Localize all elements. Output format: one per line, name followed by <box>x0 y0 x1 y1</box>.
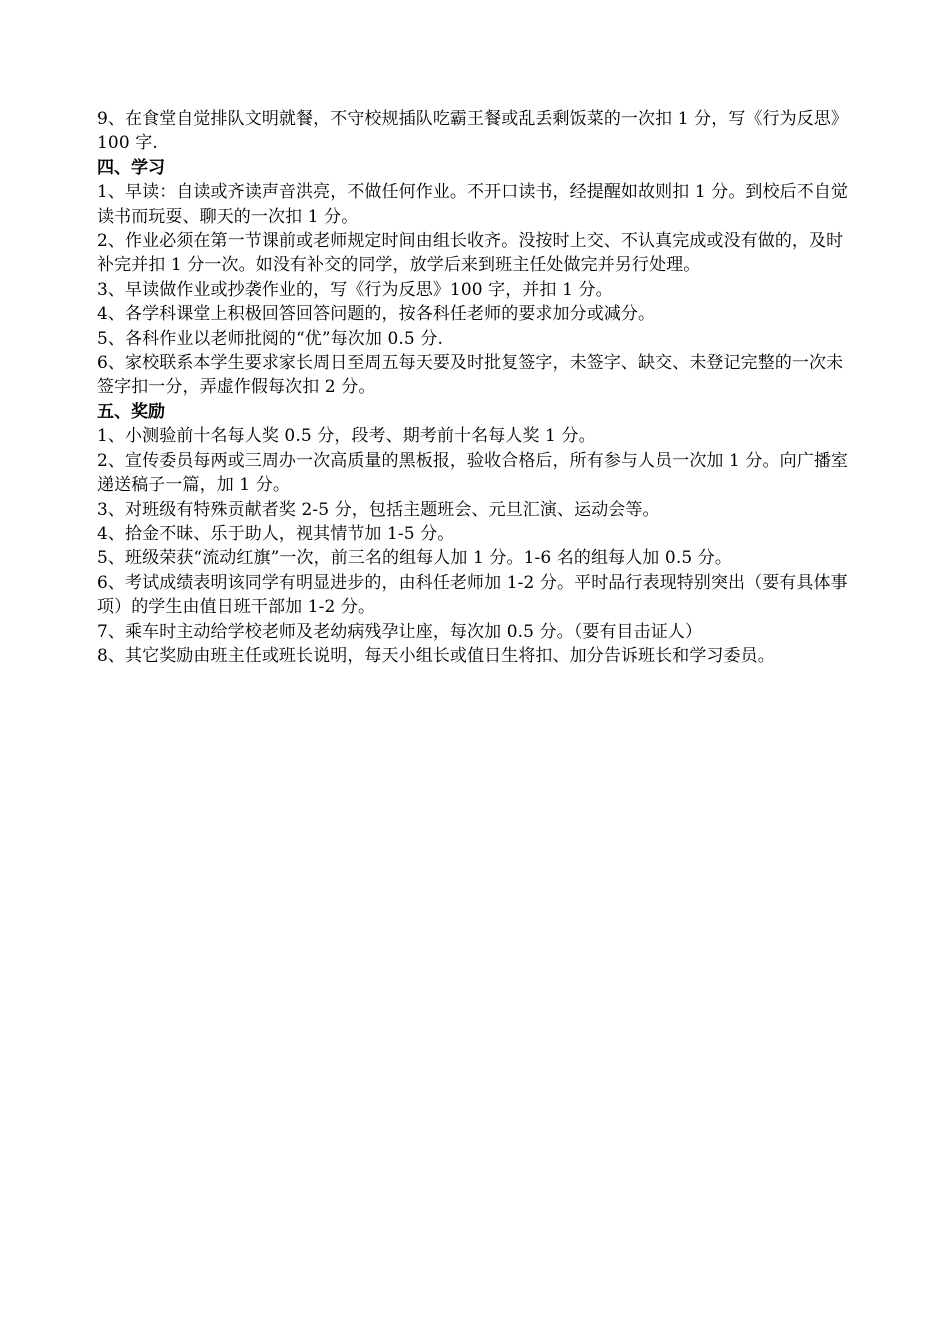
reward-item-1: 1、小测验前十名每人奖 0.5 分，段考、期考前十名每人奖 1 分。 <box>97 426 596 447</box>
section-reward <box>97 400 857 668</box>
reward-item-6: 6、考试成绩表明该同学有明显进步的，由科任老师加 1-2 分。平时品行表现特别突出（要有具体事项）的学生由值日班干部加 1-2 分。 <box>97 572 848 618</box>
reward-item-4: 4、拾金不昧、乐于助人，视其情节加 1-5 分。 <box>97 523 455 544</box>
study-item-2: 2、作业必须在第一节课前或老师规定时间由组长收齐。没按时上交、不认真完成或没有做的，及时补完并扣 1 分一次。如没有补交的同学，放学后来到班主任处做完并另行处理。 <box>97 231 844 276</box>
study-item-4: 4、各学科课堂上积极回答回答问题的，按各科任老师的要求加分或减分。 <box>97 304 656 325</box>
section-heading-study: 四、学习 <box>97 157 165 178</box>
reward-item-2: 2、宣传委员每两或三周办一次高质量的黑板报，验收合格后，所有参与人员一次加 1 分。向广播室递送稿子一篇，加 1 分。 <box>97 450 849 496</box>
study-item-1: 1、早读：自读或齐读声音洪亮，不做任何作业。不开口读书，经提醒如故则扣 1 分。到校后不自觉读书而玩耍、聊天的一次扣 1 分。 <box>97 182 849 227</box>
section-study <box>97 156 857 400</box>
reward-item-8: 8、其它奖励由班主任或班长说明，每天小组长或值日生将扣、加分告诉班长和学习委员。 <box>97 645 775 666</box>
study-item-5: 5、各科作业以老师批阅的“优”每次加 0.5 分. <box>97 328 443 349</box>
study-item-6: 6、家校联系本学生要求家长周日至周五每天要及时批复签字，未签字、缺交、未登记完整的一次未签字扣一分，弄虚作假每次扣 2 分。 <box>97 353 844 398</box>
reward-item-7: 7、乘车时主动给学校老师及老幼病残孕让座，每次加 0.5 分。（要有目击证人） <box>97 621 703 642</box>
document-body <box>97 107 857 668</box>
study-item-3: 3、早读做作业或抄袭作业的，写《行为反思》100 字，并扣 1 分。 <box>97 279 613 300</box>
section-heading-reward: 五、奖励 <box>97 401 165 422</box>
rule-item-9: 9、在食堂自觉排队文明就餐，不守校规插队吃霸王餐或乱丢剩饭菜的一次扣 1 分，写《行为反思》100 字. <box>97 109 849 154</box>
reward-item-3: 3、对班级有特殊贡献者奖 2-5 分，包括主题班会、元旦汇演、运动会等。 <box>97 499 660 520</box>
reward-item-5: 5、班级荣获“流动红旗”一次，前三名的组每人加 1 分。1-6 名的组每人加 0.5 分。 <box>97 548 732 569</box>
